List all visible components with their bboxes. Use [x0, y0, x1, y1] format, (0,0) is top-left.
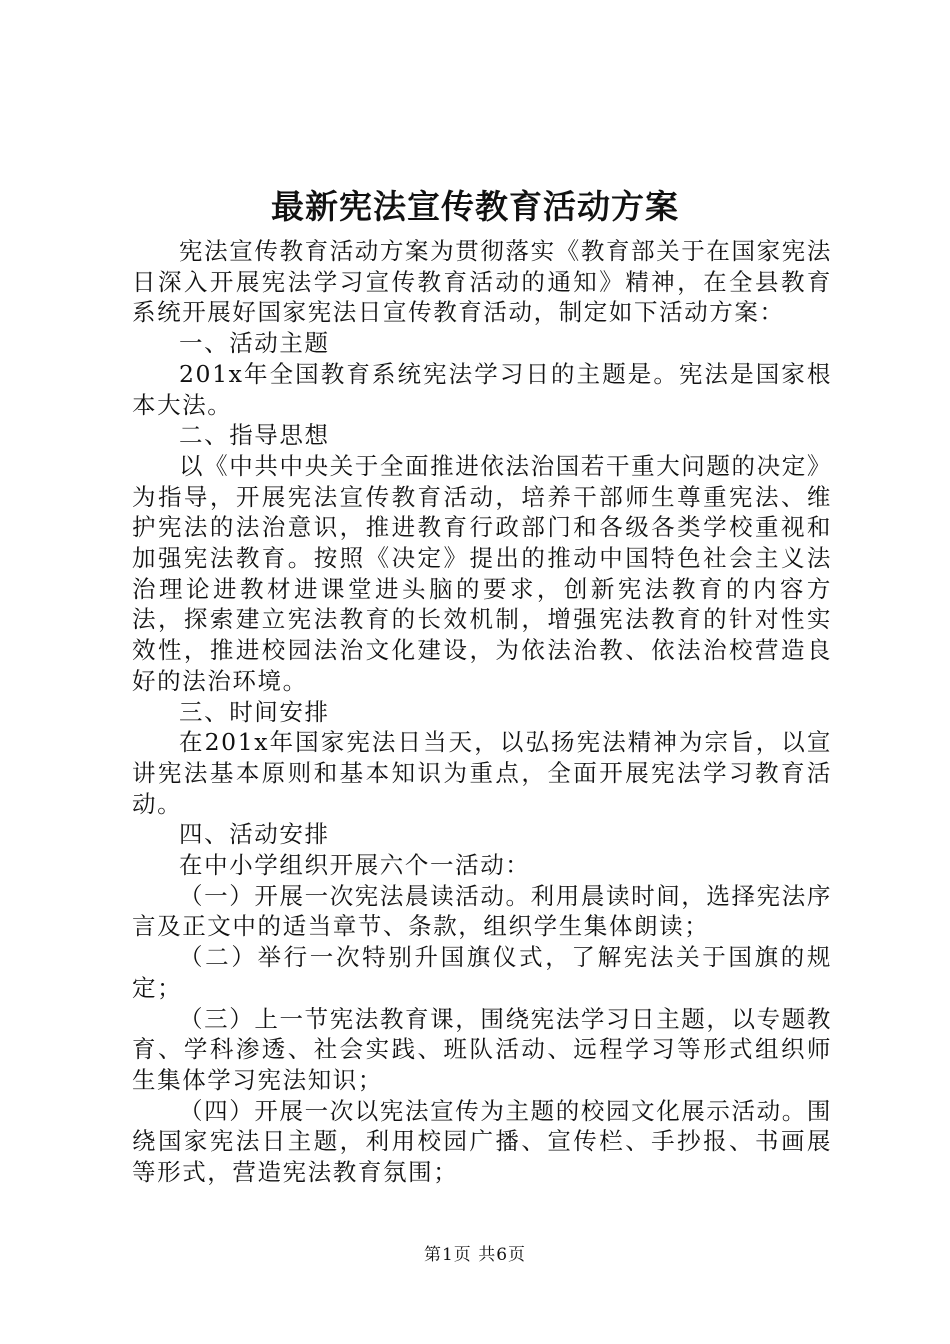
heading-schedule: 三、时间安排	[179, 697, 330, 726]
list-item-activity-2: （二）举行一次特别升国旗仪式，了解宪法关于国旗的规定；	[132, 943, 832, 1002]
document-body	[132, 236, 832, 1188]
page-footer: 第1页 共6页	[423, 1245, 527, 1265]
list-item-activity-3: （三）上一节宪法教育课，围绕宪法学习日主题，以专题教育、学科渗透、社会实践、班队活动、远程学习等形式组织师生集体学习宪法知识；	[132, 1004, 832, 1094]
heading-guiding-ideology: 二、指导思想	[179, 421, 330, 450]
paragraph-intro: 宪法宣传教育活动方案为贯彻落实《教育部关于在国家宪法日深入开展宪法学习宣传教育活动的通知》精神，在全县教育系统开展好国家宪法日宣传教育活动，制定如下活动方案：	[132, 237, 832, 327]
paragraph-schedule: 在201x年国家宪法日当天，以弘扬宪法精神为宗旨，以宣讲宪法基本原则和基本知识为重点，全面开展宪法学习教育活动。	[132, 728, 832, 818]
heading-activity-theme: 一、活动主题	[179, 329, 330, 358]
list-item-activity-1: （一）开展一次宪法晨读活动。利用晨读时间，选择宪法序言及正文中的适当章节、条款，组织学生集体朗读；	[132, 881, 832, 941]
paragraph-six-activities: 在中小学组织开展六个一活动：	[179, 851, 531, 880]
document-title: 最新宪法宣传教育活动方案	[271, 187, 679, 226]
paragraph-guiding-ideology: 以《中共中央关于全面推进依法治国若干重大问题的决定》为指导，开展宪法宣传教育活动，培养干部师生尊重宪法、维护宪法的法治意识，推进教育行政部门和各级各类学校重视和加强宪法教育。按照《决定》提出的推动中国特色社会主义法治理论进教材进课堂进头脑的要求，创新宪法教育的内容方法，探索建立宪法教育的长效机制，增强宪法教育的针对性实效性，推进校园法治文化建设，为依法治教、依法治校营造良好的法治环境。	[132, 451, 832, 695]
heading-activity-arrangement: 四、活动安排	[179, 820, 330, 849]
list-item-activity-4: （四）开展一次以宪法宣传为主题的校园文化展示活动。围绕国家宪法日主题，利用校园广播、宣传栏、手抄报、书画展等形式，营造宪法教育氛围；	[132, 1096, 832, 1187]
paragraph-theme: 201x年全国教育系统宪法学习日的主题是。宪法是国家根本大法。	[132, 359, 832, 419]
